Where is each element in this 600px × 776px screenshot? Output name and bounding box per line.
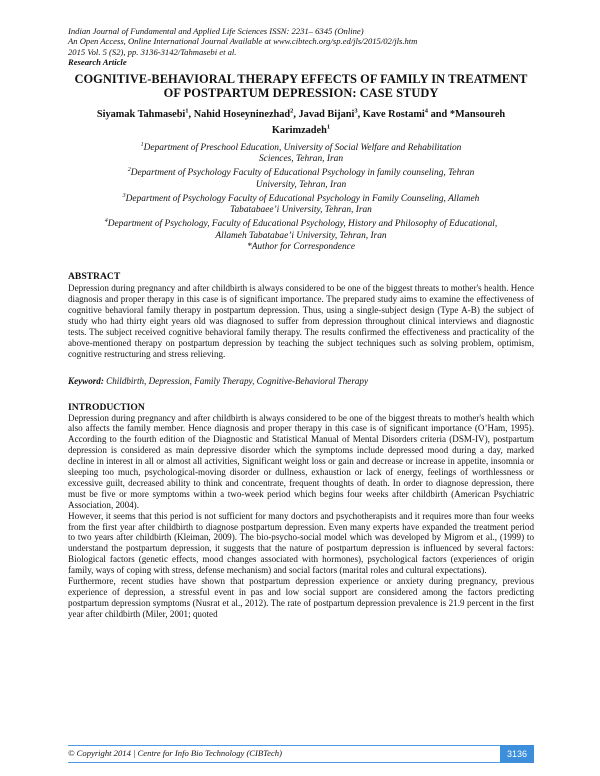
affiliation: $^4$Department of Psychology, Faculty of Educational Psychology, History and Philosophy of Educational, Allameh Tabatabae’i University, Tehran, Iran [104, 218, 498, 241]
affiliation: $^3$Department of Psychology Faculty of Educational Psychology in Family Counseling, Allameh Tabatabaee’i University, Tehran, Iran [122, 192, 480, 216]
volume-line: 2015 Vol. 5 (S2), pp. 3136-3142/Tahmasebi et al. [68, 46, 237, 57]
author: Javad Bijani$^3$, [298, 107, 363, 121]
affiliation: $^2$Department of Psychology Faculty of Educational Psychology in family counseling, Tehran University, Tehran, Iran [127, 167, 475, 190]
intro-paragraph: However, it seems that this period is not sufficient for many doctors and psychotherapists and it requires more than four weeks from the first year after childbirth to diagnose postpartum depression. Even many experts have expanded the treatment period to two years after childbirth (Kleiman, 2009). The bio-psycho-social model which was developed by Migrom et al., (1999) to understand the postpartum depression, it suggests that the nature of postpartum depression is influenced by several factors: Biological factors (genetic effects, mood changes associated with hormones), psychological factors (experiences of origin family, ways of coping with stress, defense mechanism) and social factors (marital roles and cultural expectations). [68, 510, 534, 576]
abstract-text: Depression during pregnancy and after childbirth is always considered to be one of the biggest threats to mother's health. Hence diagnosis and proper therapy in this case is of significant importance. The prepared study aims to examine the effectiveness of cognitive behavioral family therapy in postpartum depression. Thus, using a single-subject design (Type A-B) the subject of study who had thirty eight years old was diagnosed to suffer from depression throughout clinical interviews and diagnostic tests. The subject received cognitive behavioral family therapy. The results confirmed the effectiveness and practicality of the above-mentioned therapy on postpartum depression by teaching the subject techniques such as solving problem, optimism, cognitive restructuring and stress relieving. [68, 283, 534, 359]
keywords-label: Keyword: [68, 375, 104, 386]
abstract-heading: ABSTRACT [68, 271, 121, 283]
affiliations [68, 140, 534, 253]
access-line: An Open Access, Online International Journal Available at www.cibtech.org/sp.ed/jls/2015/02/jls.htm [68, 36, 418, 47]
author: Nahid Hoseyninezhad$^2$, [193, 107, 299, 121]
author: Siyamak Tahmasebi$^1$, [96, 107, 194, 121]
paper-title: COGNITIVE-BEHAVIORAL THERAPY EFFECTS OF FAMILY IN TREATMENT OF POSTPARTUM DEPRESSION: CASE STUDY [74, 71, 528, 101]
author: *Mansoureh Karimzadeh$^1$ [271, 109, 506, 137]
author-list [68, 106, 534, 138]
correspondence-note: *Author for Correspondence [247, 241, 355, 252]
page-number: 3136 [500, 745, 534, 763]
keywords [68, 376, 534, 387]
author: Kave Rostami$^4$ and [362, 107, 450, 121]
journal-line: Indian Journal of Fundamental and Applied Life Sciences ISSN: 2231– 6345 (Online) [68, 26, 364, 36]
keywords-text: Childbirth, Depression, Family Therapy, Cognitive-Behavioral Therapy [103, 375, 368, 386]
intro-paragraph: Furthermore, recent studies have shown that postpartum depression experience or anxiety during pregnancy, previous experience of depression, a stressful event in pas and low social support are considered among the factors predicting postpartum depression symptoms (Nusrat et al., 2012). The rate of postpartum depression prevalence is 21.9 percent in the first year after childbirth (Miler, 2001; quoted [68, 576, 534, 619]
paper-page [68, 26, 534, 620]
affiliation: $^1$Department of Preschool Education, University of Social Welfare and Rehabilitation Sciences, Tehran, Iran [140, 141, 462, 165]
intro-paragraph: Depression during pregnancy and after childbirth is always considered to be one of the biggest threats to mother's health which also affects the family member. Hence diagnosis and proper therapy in this case is of significant importance (O’Ham, 1995). According to the fourth edition of the Diagnostic and Statistical Manual of Mental Disorders criteria (DSM-IV), postpartum depression is considered as main depressive disorder which the symptoms include depressed mood during a day, marked decline in interest in all or almost all activities, Significant weight loss or gain and decrease or increase in appetite, insomnia or sleeping too much, psychological-moving disorder or dullness, exhaustion or lack of energy, feelings of worthlessness or excessive guilt, decreased ability to think and concentrate, frequent thoughts of death. In order to diagnose depression, there must be five or more symptoms within a two-week period which begins four weeks after childbirth (American Psychiatric Association, 2004). [68, 412, 534, 510]
page-footer [68, 745, 534, 763]
introduction-heading: INTRODUCTION [68, 401, 145, 413]
article-type: Research Article [68, 57, 127, 68]
copyright-text: © Copyright 2014 | Centre for Info Bio Technology (CIBTech) [68, 748, 282, 758]
